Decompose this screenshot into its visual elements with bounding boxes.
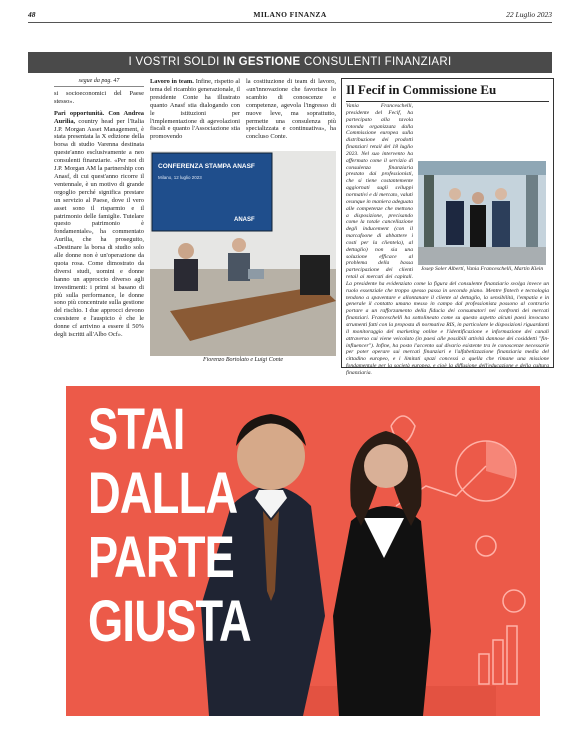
- masthead: MILANO FINANZA: [253, 10, 327, 19]
- continued-from: segue da pag. 47: [54, 78, 144, 87]
- issue-date: 22 Luglio 2023: [506, 10, 552, 19]
- col2-para1: Infine, rispetto al tema del ricambio generazionale, il presidente Conte ha illustrato quanto Anasf stia dialogando con le istituzioni per l'implementazione di agevolazioni fiscali e quanto l'Associazione stia promovendo: [150, 78, 240, 141]
- header-rule: [28, 22, 552, 23]
- col1-para2: country head per l'Italia J.P. Morgan Asset Management, è stata presentata la X edizione della borsa di studio Varenna destinata queste'anno esclusivamente a neo consulenti finanziarie. «Per noi di J.P. Morgan AM la partnership con Anasf, di cui quest'anno ricorre il ventennale, è un motivo di grande orgoglio perché significa prestare un servizio al Paese, dove il vero asset sono il risparmio e il patrimonio delle famiglie. Tutelare questo patrimonio è fondamentale», ha commentato Aurilia, che ha proseguito, «Destinare la borsa di studio solo alle donne non è un'operazione da quota rosa. Come dimostrato da diversi studi, uomini e donne hanno un approccio diverso agli investimenti: i primi si basano di più sulla performance, le donne sono più concentrate sulla gestione del rischio. I due approcci devono coesistere e l'auspicio è che le donne cf arrivino a essere il 50% degli iscritti all'Albo Ocf».: [54, 117, 144, 339]
- fecif-photo-caption: Josep Soler Albertí, Vania Franceschelli, Martin Klein: [420, 266, 544, 272]
- ad-line-2: DALLA: [88, 461, 238, 526]
- ad-line-3: PARTE: [88, 525, 235, 590]
- ad-headline: [88, 398, 297, 654]
- col2-lead: Lavoro in team.: [150, 78, 194, 85]
- ad-line-4: GIUSTA: [88, 589, 251, 654]
- banner-part1: I VOSTRI SOLDI: [128, 56, 220, 68]
- page-header: [28, 8, 552, 22]
- banner-part3: CONSULENTI FINANZIARI: [304, 56, 452, 68]
- ad-line-1: STAI: [88, 397, 185, 462]
- page-number: 48: [28, 10, 36, 19]
- col3-para1: la costituzione di team di lavoro, «un'innovazione che favorisce lo scambio di conoscenze e competenze, agevola l'ingresso di nuove leve, ma soprattutto, permette una consulenza più specializzata e continuativa», ha concluso Conte.: [246, 78, 336, 141]
- screen-date: Milano, 12 luglio 2023: [158, 175, 202, 180]
- col1-name: Con Andrea Aurilia,: [54, 109, 144, 125]
- section-banner: [28, 52, 552, 73]
- conference-photo: [150, 151, 336, 356]
- article-column-2: [150, 78, 240, 141]
- col1-lead: Pari opportunità.: [54, 109, 105, 117]
- article-column-3: [246, 78, 336, 141]
- screen-title: CONFERENZA STAMPA ANASF: [158, 163, 255, 170]
- banner-part2: IN GESTIONE: [223, 56, 301, 68]
- conference-photo-caption: Fiorenzo Bortolato e Luigi Conte: [202, 357, 284, 363]
- col1-para1: si socioeconomici del Paese stesso».: [54, 89, 144, 105]
- screen-logo: ANASF: [234, 217, 255, 223]
- advertisement: [66, 386, 540, 716]
- article-column-1: [54, 78, 144, 339]
- conference-photo-image: [150, 151, 336, 356]
- fecif-photo: [418, 161, 546, 265]
- box-title: Il Fecif in Commissione Eu: [346, 82, 549, 102]
- fecif-photo-image: [418, 161, 546, 265]
- box-article-text: Vania Franceschelli, presidente del Fecif, ha partecipato alla tavola rotonda organizzata dalla Commissione europea sulla distribuzione dei prodotti finanziari retail del 18 luglio 2023. Nel suo intervento ha affermato come il servizio di consulenza finanziaria prestato dai professionisti, che si tiene costantemente aggiornati sugli sviluppi normativi e di mercato, valuti ovunque in maniera adeguata alle competenze che mettono a disposizione, precisando come la totale cancellazione degli inducement (con il marcafoone di abbattere i costi per la clientela), al dettaglio) non sia una soluzione efficace al problema della bassa partecipazione dei clienti retail ai mercati dei capitali. La presidente ha evidenziato come la figura del consulente finanziario svolga invece un ruolo essenziale che troppo spesso passa in secondo piano. Mentre fintech e tecnologia tendono a spaventare e allontanare il cliente al dettaglio, la sensibilità, l'empatia e in generale il contatto umano messo in campo dal professionista possono al contrario portare a un rafforzamento della fiducia dei consumatori nei confronti dei mercati finanziari. Franceschelli ha sottolineato come su questo aspetto alcuni paesi invocano strumenti fatti con la proposta di normativa RIS, in particolare le disposizioni riguardanti il monitoraggio del marketing online e l'identificazione e informazione dei canali attraverso cui viene veicolato (in paesi alle possibili attività dannose dei cosiddetti "fin-influencer"). Infine, ha posto l'accento sul divario esistente tra le conoscenze necessarie per poter operare sui mercati finanziari e l'alfabetizzazione finanziaria media del cittadino europeo, e i limitati spazi concessi a quella che rimane una missione fondamentale per la società europea, e cioè la diffusione dell'educazione e della cultura finanziaria.: [346, 103, 549, 376]
